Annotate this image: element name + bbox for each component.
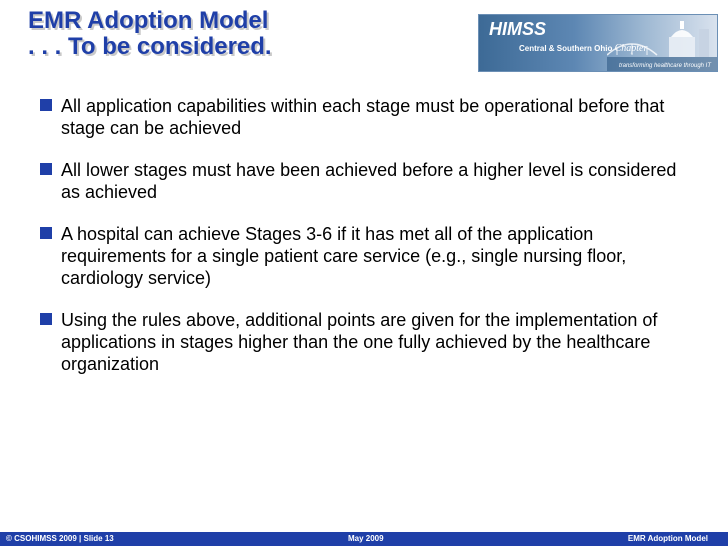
title-line-2: . . . To be considered.: [28, 33, 272, 60]
bullet-square-icon: [40, 163, 52, 175]
logo-subtitle: [519, 43, 647, 54]
bullet-text: Using the rules above, additional points are given for the implementation of applications in stages higher than the one fully achieved by the healthcare organization: [61, 310, 658, 374]
logo-subtitle-text: Central & Southern Ohio: [519, 44, 613, 53]
bullet-square-icon: [40, 313, 52, 325]
footer-copyright: © CSOHIMSS 2009 | Slide 13: [6, 534, 114, 543]
bullet-text: A hospital can achieve Stages 3-6 if it has met all of the application requirements for a single patient care service (e.g., single nursing floor, cardiology service): [61, 224, 627, 288]
bullet-text: All lower stages must have been achieved before a higher level is considered as achieved: [61, 160, 677, 202]
bullet-item: [40, 309, 700, 375]
bullet-text: All application capabilities within each stage must be operational before that stage can be achieved: [61, 96, 665, 138]
bullet-list: [40, 95, 700, 395]
bullet-item: [40, 159, 700, 203]
logo-chapter-text: Chapter: [614, 43, 648, 54]
title-line-1: EMR Adoption Model: [28, 7, 269, 34]
bullet-square-icon: [40, 99, 52, 111]
bullet-square-icon: [40, 227, 52, 239]
slide-footer: [0, 532, 728, 546]
footer-title: EMR Adoption Model: [627, 534, 708, 543]
slide-title: [28, 8, 272, 60]
logo-tagline: transforming healthcare through IT: [618, 63, 711, 69]
bullet-item: [40, 95, 700, 139]
logo-brand: HIMSS: [489, 19, 547, 39]
bullet-item: [40, 223, 700, 289]
himss-chapter-logo: [478, 14, 718, 72]
footer-date: May 2009: [348, 534, 384, 543]
